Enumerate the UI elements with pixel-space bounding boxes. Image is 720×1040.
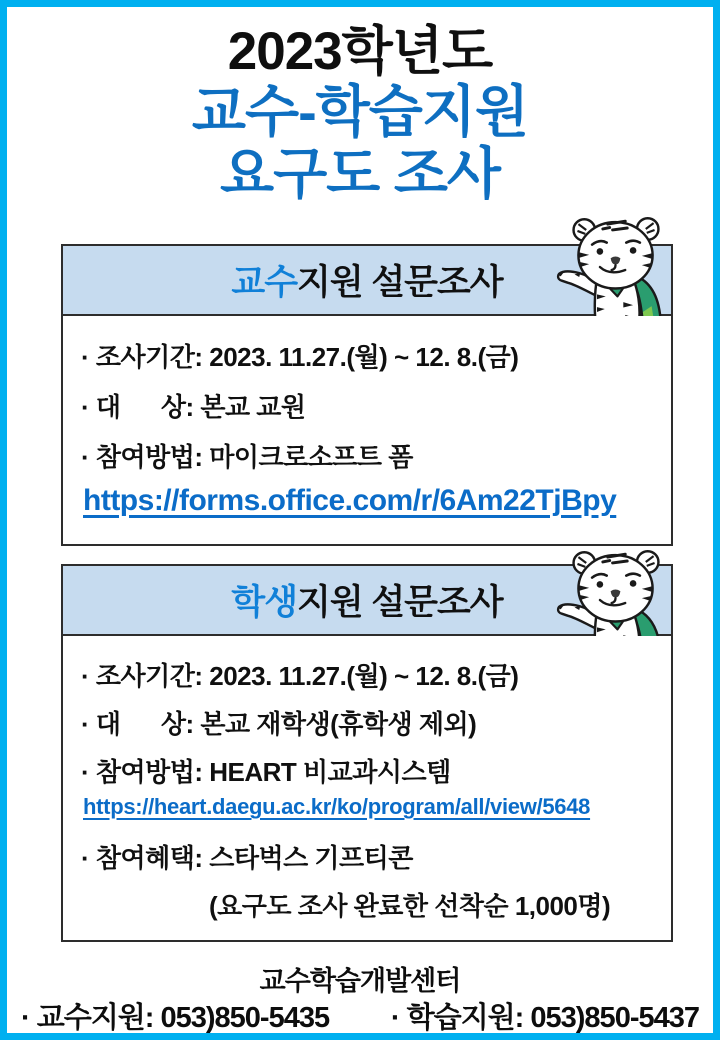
faculty-survey-method: · 참여방법: 마이크로소프트 폼 <box>81 441 413 472</box>
faculty-survey-period: · 조사기간: 2023. 11.27.(월) ~ 12. 8.(금) <box>81 341 519 372</box>
faculty-survey-title <box>231 255 502 305</box>
header-rest: 지원 설문조사 <box>297 263 503 302</box>
faculty-survey-target: · 대 상: 본교 교원 <box>81 391 306 422</box>
organization-name: 교수학습개발센터 <box>259 966 461 996</box>
header-rest: 지원 설문조사 <box>297 583 503 622</box>
student-survey-period: · 조사기간: 2023. 11.27.(월) ~ 12. 8.(금) <box>81 660 519 691</box>
poster-title <box>7 23 713 204</box>
student-survey-body <box>63 636 671 928</box>
title-subject: 교수-학습지원 <box>191 80 529 144</box>
faculty-survey-link[interactable]: https://forms.office.com/r/6Am22TjBpy <box>83 484 617 517</box>
student-survey-target: · 대 상: 본교 재학생(휴학생 제외) <box>81 708 477 739</box>
contact-line <box>21 995 699 1036</box>
header-highlight: 학생 <box>231 583 298 622</box>
student-survey-link[interactable]: https://heart.daegu.ac.kr/ko/program/all/view/5648 <box>83 794 591 819</box>
student-survey-benefit: · 참여혜택: 스타벅스 기프티콘 <box>81 842 413 873</box>
faculty-survey-box <box>61 244 673 546</box>
title-year: 2023학년도 <box>227 22 493 81</box>
student-survey-method: · 참여방법: HEART 비교과시스템 <box>81 756 451 787</box>
faculty-survey-header <box>63 246 671 316</box>
faculty-support-phone: · 교수지원: 053)850-5435 <box>21 1002 330 1034</box>
student-survey-box <box>61 564 673 942</box>
title-survey: 요구도 조사 <box>219 141 501 205</box>
student-survey-benefit-note: (요구도 조사 완료한 선착순 1,000명) <box>209 890 611 921</box>
tiger-mascot-icon <box>555 213 677 325</box>
student-survey-header <box>63 566 671 636</box>
faculty-survey-body <box>63 316 671 518</box>
student-survey-title <box>231 575 502 625</box>
header-highlight: 교수 <box>231 263 298 302</box>
learning-support-phone: · 학습지원: 053)850-5437 <box>390 1002 699 1034</box>
